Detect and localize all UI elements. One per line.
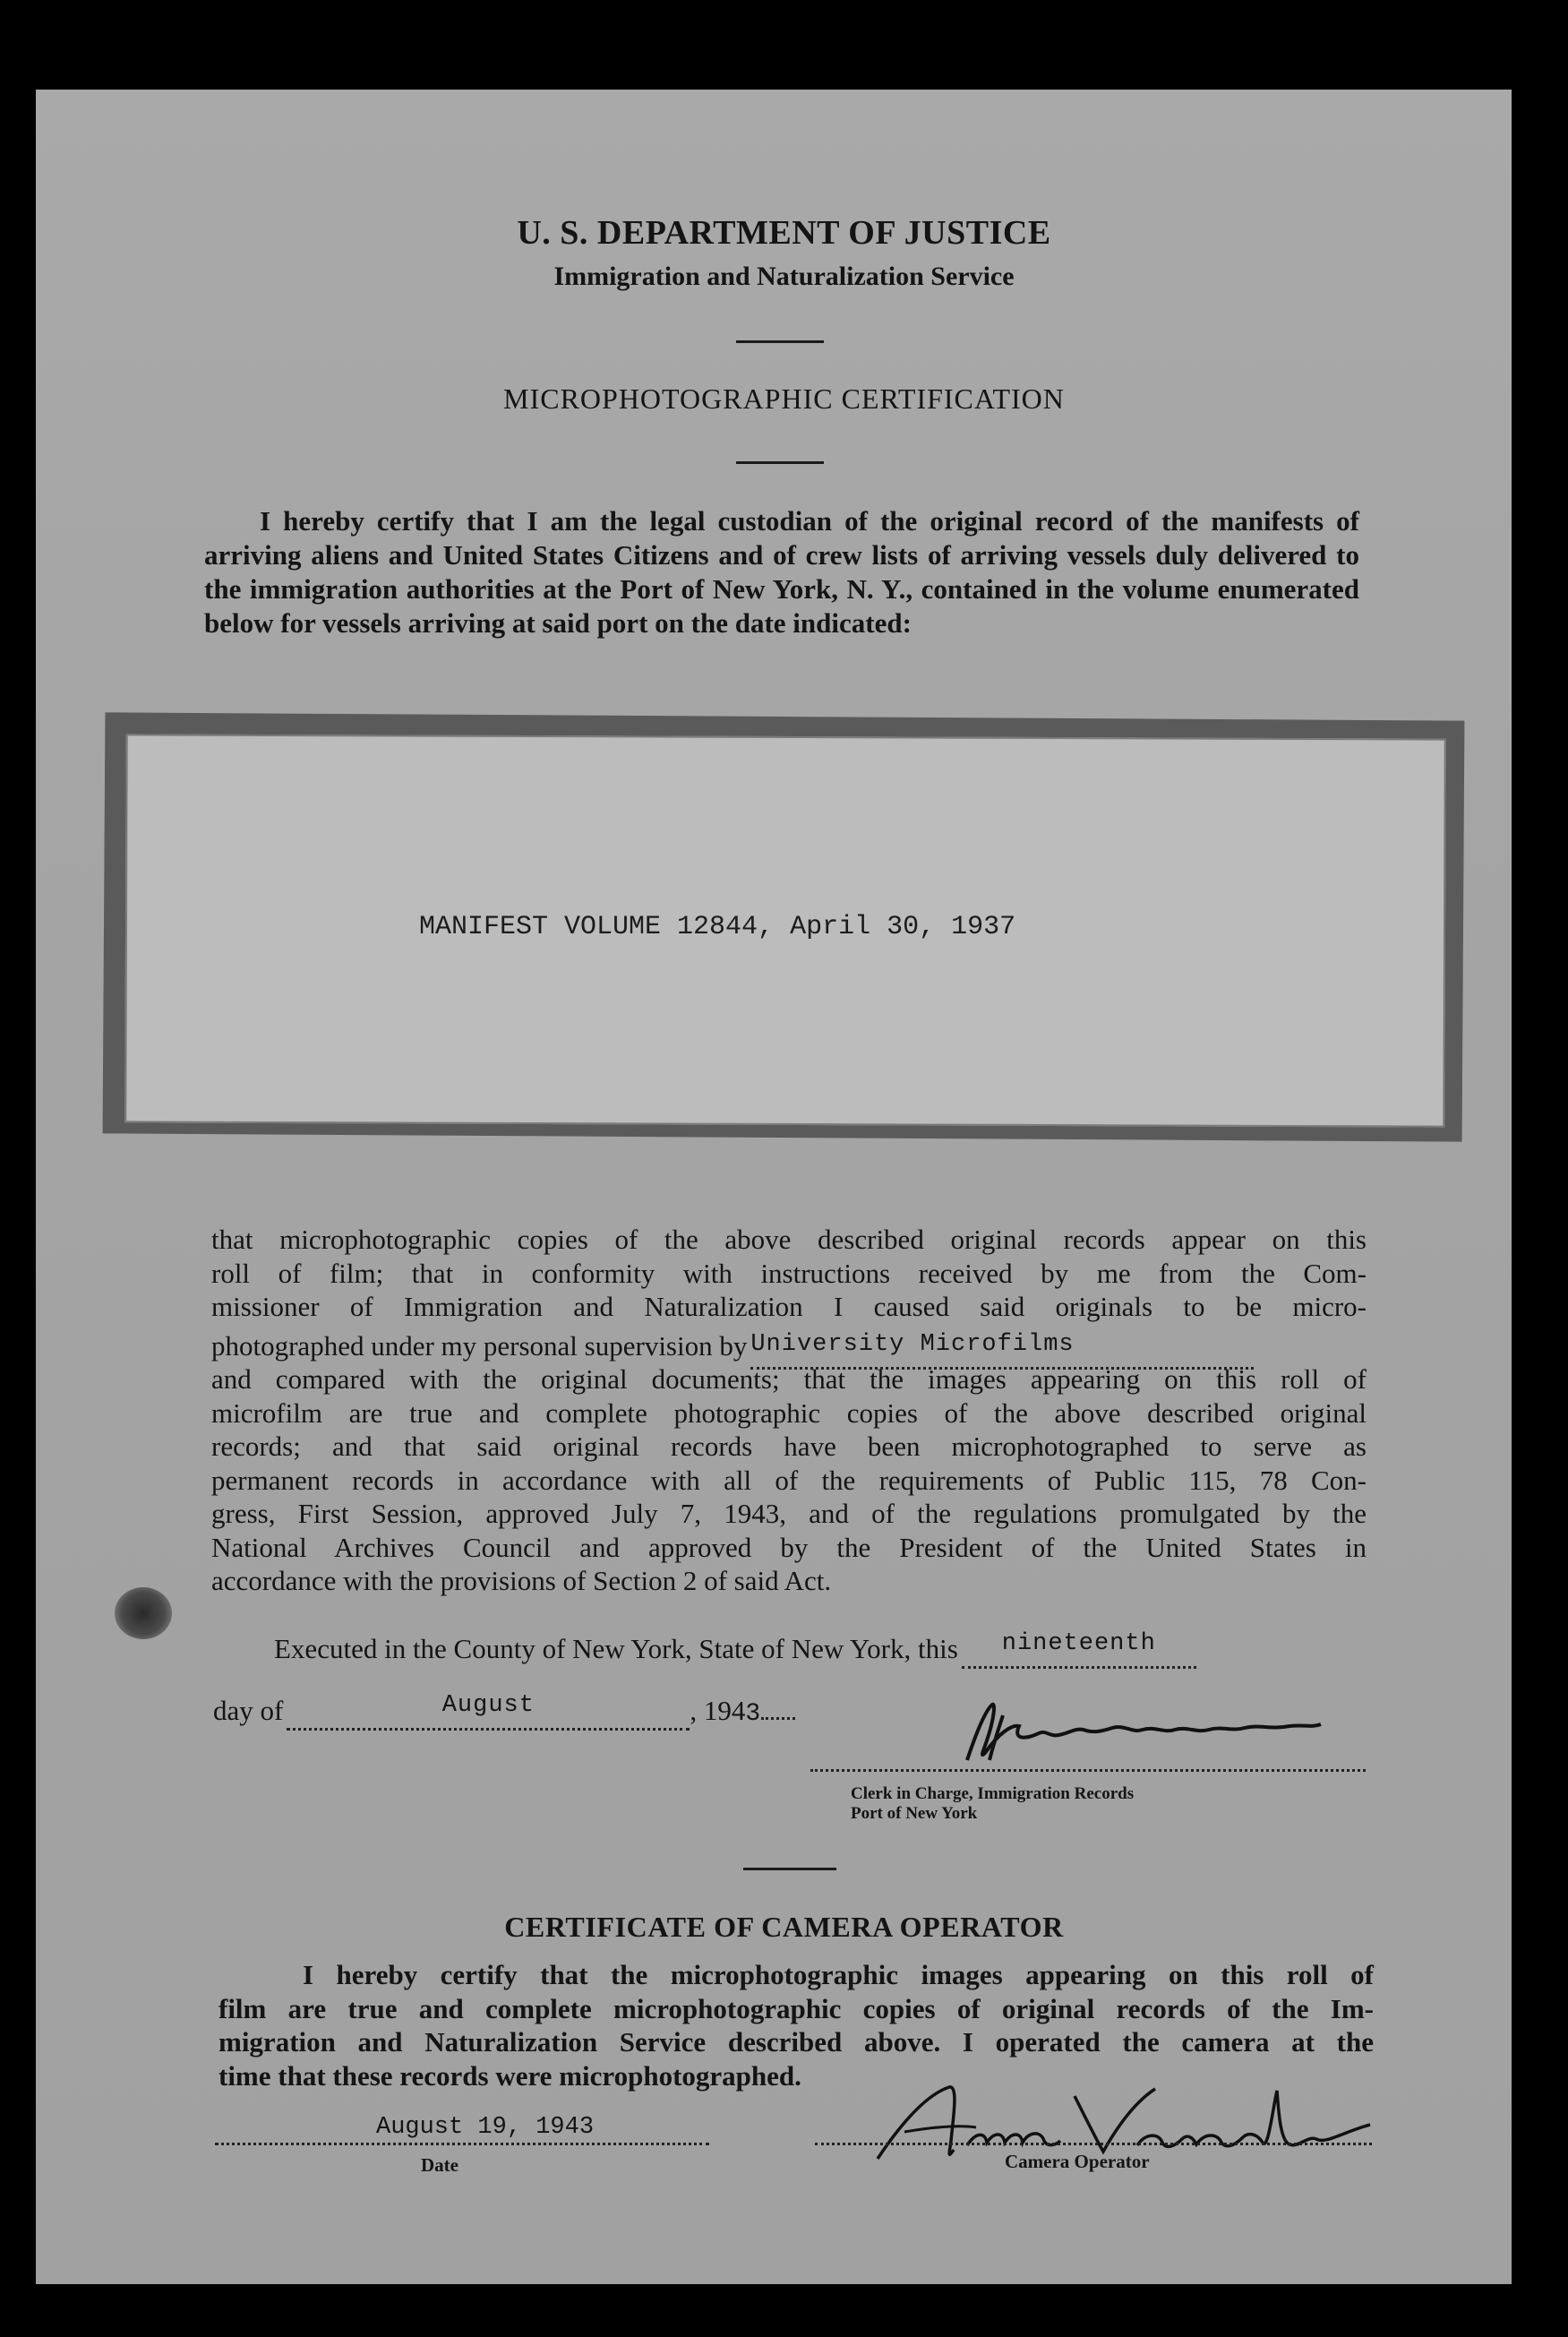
supervision-text: photographed under my personal supervision by xyxy=(211,1329,748,1362)
clerk-caption-line: Clerk in Charge, Immigration Records xyxy=(851,1784,1135,1803)
execution-line xyxy=(274,1630,1196,1669)
paragraph-line: accordance with the provisions of Section 2 of said Act. xyxy=(211,1565,832,1596)
date-line xyxy=(215,2143,709,2145)
paragraph-line xyxy=(211,1329,1367,1363)
clerk-signature-line xyxy=(810,1769,1366,1772)
paragraph-line: that microphotographic copies of the above described original records appear on this xyxy=(211,1224,1367,1255)
paragraph-line: microfilm are true and complete photographic copies of the above described original xyxy=(211,1396,1367,1429)
divider-rule xyxy=(736,340,824,343)
paragraph-line: roll of film; that in conformity with instructions received by me from the Com- xyxy=(211,1257,1367,1289)
paragraph-line: National Archives Council and approved by the President of the United States in xyxy=(211,1531,1367,1563)
custodian-paragraph xyxy=(204,504,1359,640)
operator-caption: Camera Operator xyxy=(1005,2151,1150,2172)
certificate-paper xyxy=(36,90,1512,2284)
date-caption: Date xyxy=(421,2154,458,2176)
copies-paragraph xyxy=(211,1223,1367,1598)
paragraph-line: time that these records were microphotographed. xyxy=(218,2059,801,2092)
paragraph-line: film are true and complete microphotographic copies of original records of the Im- xyxy=(218,1992,1374,2024)
execution-text: Executed in the County of New York, State of New York, this xyxy=(274,1633,958,1664)
paragraph-line-text: I hereby certify that the microphotographic images appearing on this roll of xyxy=(303,1959,1374,1990)
date-value: August 19, 1943 xyxy=(376,2114,595,2141)
paragraph-line: missioner of Immigration and Naturalization I caused said originals to be micro- xyxy=(211,1291,1367,1322)
camera-operator-paragraph xyxy=(218,1958,1374,2092)
certification-title: MICROPHOTOGRAPHIC CERTIFICATION xyxy=(503,382,1065,415)
month-field xyxy=(287,1692,690,1731)
volume-slip-text: MANIFEST VOLUME 12844, April 30, 1937 xyxy=(419,912,1016,942)
clerk-caption xyxy=(851,1784,1134,1824)
paragraph-line: gress, First Session, approved July 7, 1943, and of the regulations promulgated by the xyxy=(211,1498,1367,1529)
year-prefix: , 194 xyxy=(690,1695,746,1726)
supervisor-value: University Microfilms xyxy=(750,1330,1075,1358)
year-trailing-dots xyxy=(761,1717,795,1720)
month-value: August xyxy=(441,1692,535,1719)
year-digit: 3 xyxy=(745,1700,762,1728)
day-of-label: day of xyxy=(213,1695,284,1726)
camera-operator-title: CERTIFICATE OF CAMERA OPERATOR xyxy=(504,1911,1064,1943)
paragraph-line: migration and Naturalization Service described above. I operated the camera at the xyxy=(218,2026,1374,2058)
department-heading: U. S. DEPARTMENT OF JUSTICE xyxy=(517,214,1051,252)
paragraph-line xyxy=(218,1958,1374,1992)
day-field xyxy=(962,1630,1196,1669)
ink-blot xyxy=(115,1587,172,1639)
clerk-caption-line: Port of New York xyxy=(851,1804,978,1823)
paragraph-line: records; and that said original records have been microphotographed to serve as xyxy=(211,1431,1367,1462)
service-heading: Immigration and Naturalization Service xyxy=(553,262,1015,291)
custodian-text: I hereby certify that I am the legal custodian of the original record of the manifests of arriving aliens and United States Citizens and of crew lists of arriving vessels duly delivered to the immigration authorities at the Port of New York, N. Y., contained in the volume enumerated below for vessels arriving at said port on the date indicated: xyxy=(204,505,1359,639)
paragraph-line: permanent records in accordance with all of the requirements of Public 115, 78 Con- xyxy=(211,1464,1367,1496)
day-value: nineteenth xyxy=(1001,1630,1156,1657)
operator-signature-line xyxy=(815,2143,1372,2145)
paragraph-line: and compared with the original documents; that the images appearing on this roll of xyxy=(211,1363,1367,1395)
day-of-line xyxy=(213,1692,795,1731)
divider-rule xyxy=(743,1868,836,1870)
clerk-signature xyxy=(949,1697,1325,1769)
divider-rule xyxy=(736,461,824,464)
